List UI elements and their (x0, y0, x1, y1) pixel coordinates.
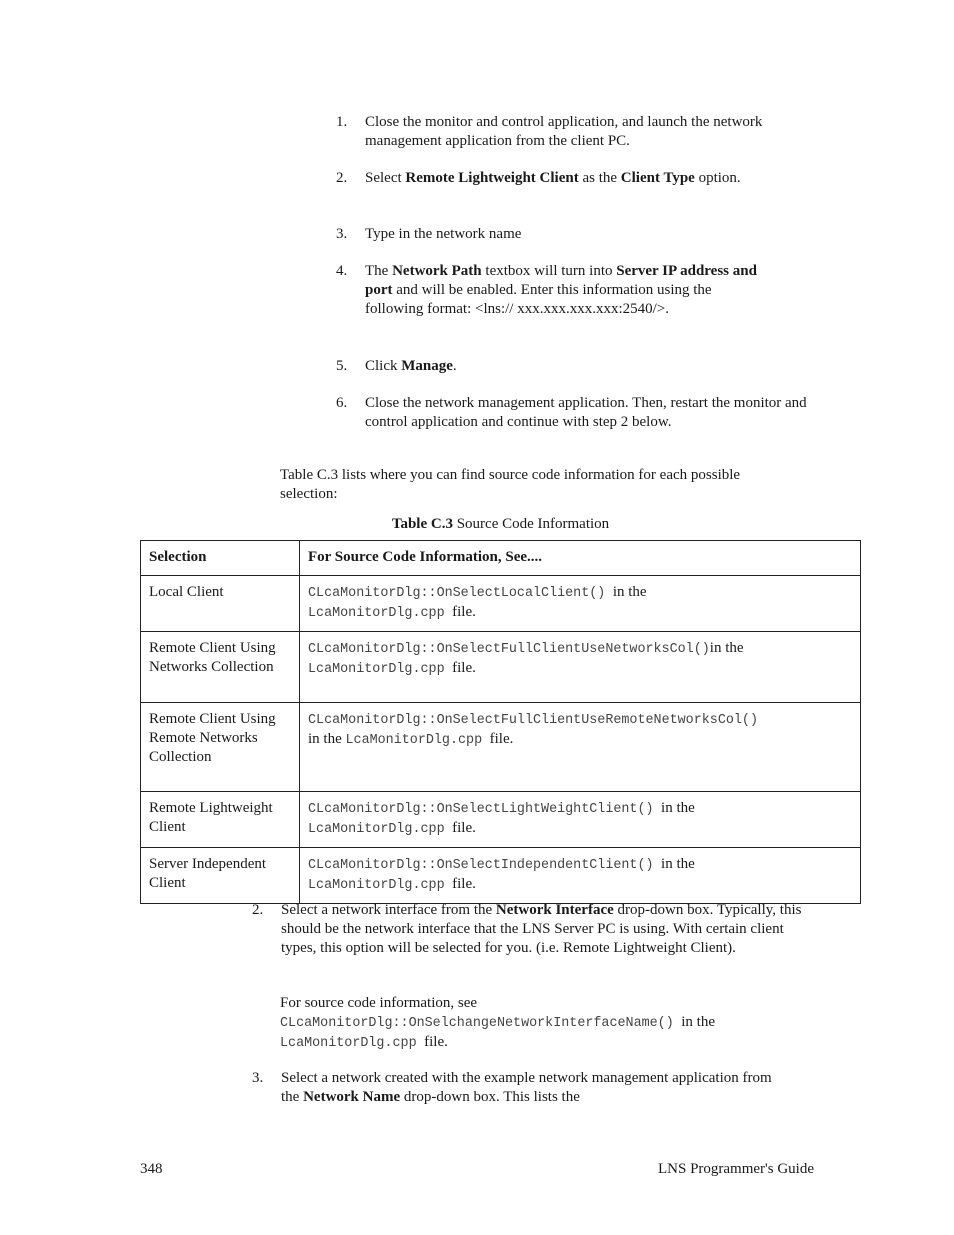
file-name: LcaMonitorDlg.cpp (308, 878, 445, 893)
cell-selection: Remote Client Using Networks Collection (141, 632, 300, 703)
text-run: and will be enabled. Enter this information using the following format: <lns:// xxx.xxx.xxx.xxx:2540/>. (365, 282, 712, 317)
step-number: 1. (336, 114, 348, 130)
step-text (281, 901, 821, 958)
file-name: LcaMonitorDlg.cpp (308, 822, 445, 837)
step-number: 6. (336, 395, 348, 411)
bold-term: Network Path (392, 263, 482, 279)
cell-selection: Local Client (141, 576, 300, 632)
step-number: 4. (336, 263, 348, 279)
step-text (281, 1069, 781, 1107)
function-name: CLcaMonitorDlg::OnSelchangeNetworkInterfaceName() (280, 1016, 674, 1031)
step-number: 5. (336, 358, 348, 374)
bold-term: Manage (401, 358, 453, 374)
text-run: . (452, 358, 457, 374)
file-name: LcaMonitorDlg.cpp (345, 733, 483, 748)
cell-selection: Server Independent Client (141, 848, 300, 904)
text-run: drop-down box. Typically, this should be the network interface that the LNS Server PC is using. With certain client types, this option will be selected for you. (i.e. Remote Lightweight Client). (281, 902, 802, 956)
text-run: as the (578, 170, 621, 186)
table-header-row (141, 541, 861, 576)
bold-term: Network Name (303, 1089, 401, 1105)
step-text (365, 113, 820, 151)
bold-term: Server IP address and port (365, 263, 757, 298)
text-run: Close the network management application. Then, restart the monitor and control application and continue with step 2 below. (365, 395, 807, 430)
text-run: The (365, 263, 393, 279)
text-run: Click (365, 358, 402, 374)
function-name: CLcaMonitorDlg::OnSelectIndependentClient() (308, 858, 654, 873)
text-run: option. (694, 170, 741, 186)
text-run: Select a network interface from the (281, 902, 496, 918)
table-caption (140, 515, 861, 534)
text-run: Select a network created with the example network management application from the (281, 1070, 772, 1105)
cell-selection: Remote Client Using Remote Networks Collection (141, 703, 300, 792)
bold-term: Client Type (620, 170, 695, 186)
source-note-lead: For source code information, see (280, 995, 478, 1011)
cell-source: CLcaMonitorDlg::OnSelectFullClientUseNetworksCol()in the LcaMonitorDlg.cpp file. (300, 632, 861, 703)
bold-term: Network Interface (495, 902, 614, 918)
table-row (141, 792, 861, 848)
table-intro: Table C.3 lists where you can find source code information for each possible selection: (280, 467, 741, 502)
book-title: LNS Programmer's Guide (657, 1161, 814, 1177)
function-name: CLcaMonitorDlg::OnSelectFullClientUseRemoteNetworksCol() (308, 713, 758, 728)
cell-source: CLcaMonitorDlg::OnSelectIndependentClient() in the LcaMonitorDlg.cpp file. (300, 848, 861, 904)
step-number: 2. (252, 902, 264, 918)
step-text (365, 225, 820, 244)
step-text (365, 394, 815, 432)
file-name: LcaMonitorDlg.cpp (308, 606, 445, 621)
cell-source: CLcaMonitorDlg::OnSelectLightWeightClient() in the LcaMonitorDlg.cpp file. (300, 792, 861, 848)
function-name: CLcaMonitorDlg::OnSelectLocalClient() (308, 586, 606, 601)
step-number: 3. (336, 226, 348, 242)
step-text (365, 262, 765, 319)
function-name: CLcaMonitorDlg::OnSelectFullClientUseNetworksCol() (308, 642, 710, 657)
text-run: textbox will turn into (481, 263, 617, 279)
table-row (141, 576, 861, 632)
text-run: drop-down box. This lists the (400, 1089, 580, 1105)
source-code-table (140, 540, 861, 904)
text-run: Type in the network name (365, 226, 522, 242)
cell-source: CLcaMonitorDlg::OnSelectLocalClient() in the LcaMonitorDlg.cpp file. (300, 576, 861, 632)
step-text (365, 357, 820, 376)
function-name: CLcaMonitorDlg::OnSelectLightWeightClient() (308, 802, 654, 817)
bold-term: Remote Lightweight Client (405, 170, 579, 186)
step-number: 2. (336, 170, 348, 186)
cell-selection: Remote Lightweight Client (141, 792, 300, 848)
caption-text: Source Code Information (452, 516, 610, 532)
table-row (141, 632, 861, 703)
step-text (365, 169, 820, 188)
step-number: 3. (252, 1070, 264, 1086)
file-name: LcaMonitorDlg.cpp (280, 1036, 417, 1051)
page-number: 348 (140, 1161, 163, 1177)
cell-source: CLcaMonitorDlg::OnSelectFullClientUseRemoteNetworksCol() in the LcaMonitorDlg.cpp file. (300, 703, 861, 792)
file-name: LcaMonitorDlg.cpp (308, 662, 445, 677)
caption-label: Table C.3 (391, 516, 453, 532)
text-run: Select (365, 170, 406, 186)
header-selection: Selection (141, 541, 300, 576)
table-row (141, 848, 861, 904)
header-source: For Source Code Information, See.... (300, 541, 861, 576)
table-row (141, 703, 861, 792)
text-run: Close the monitor and control application, and launch the network management application from the client PC. (365, 114, 763, 149)
source-note: For source code information, see CLcaMonitorDlg::OnSelchangeNetworkInterfaceName() in the LcaMonitorDlg.cpp file. (280, 995, 715, 1051)
